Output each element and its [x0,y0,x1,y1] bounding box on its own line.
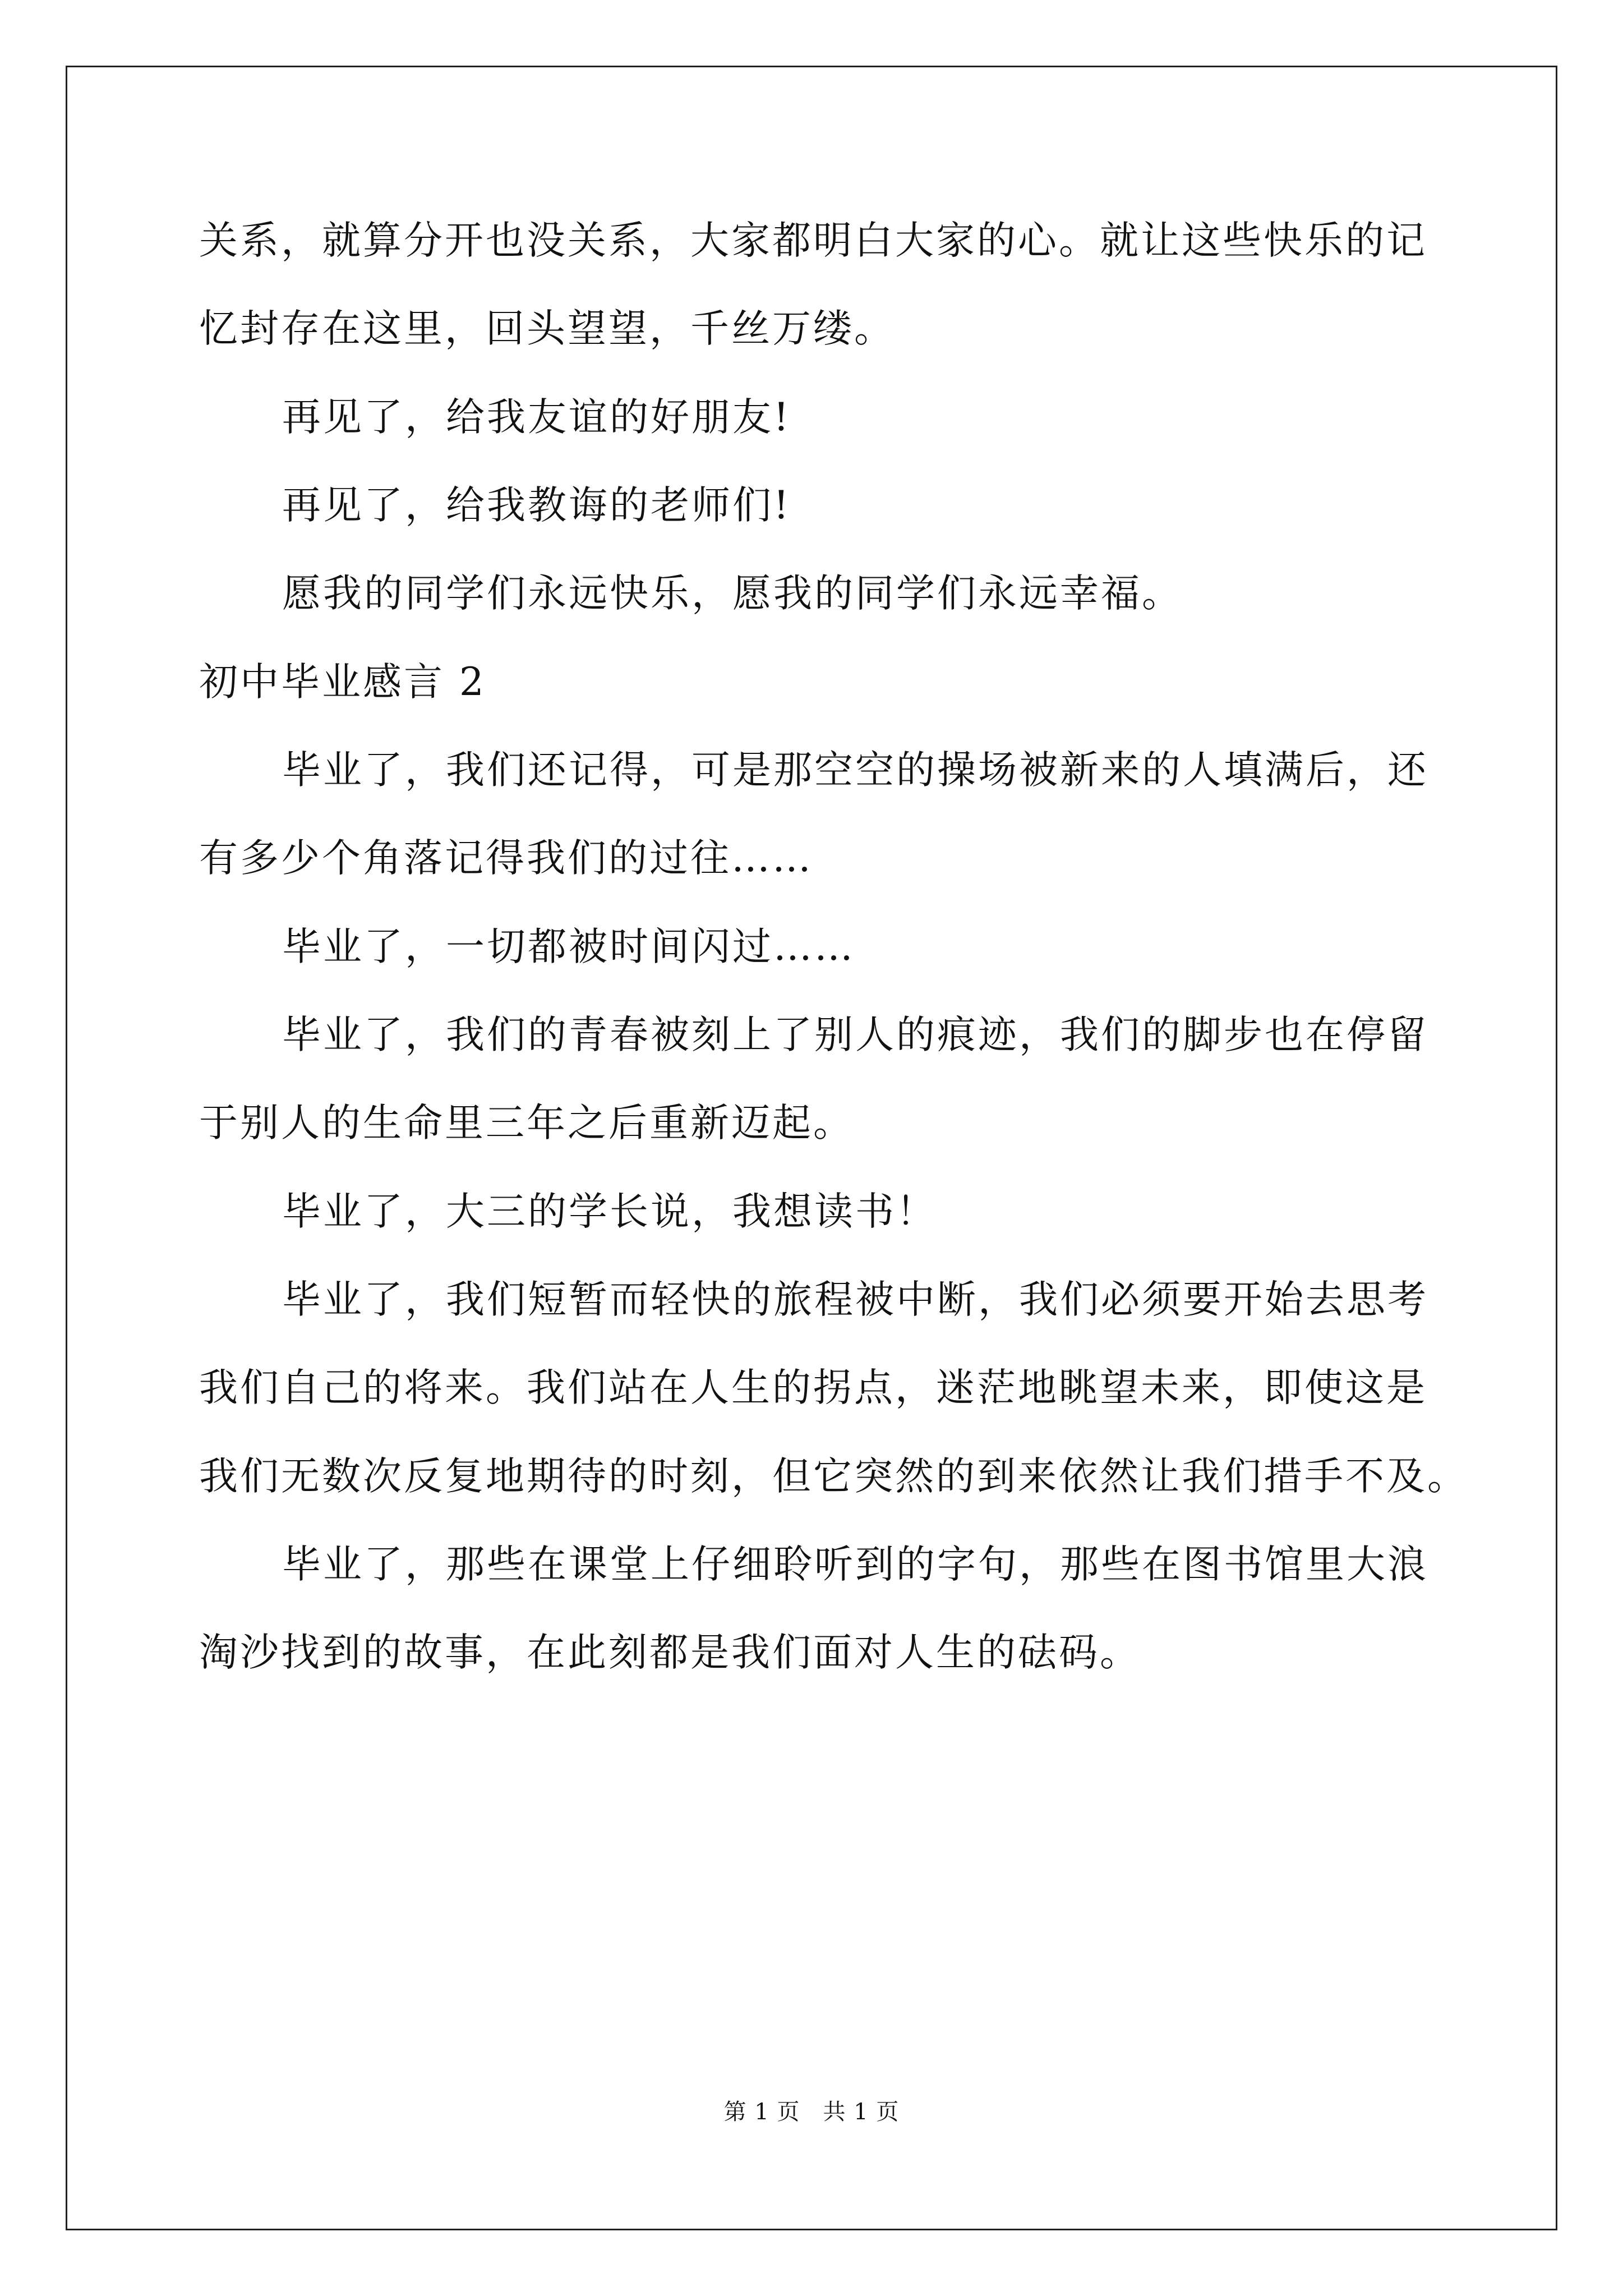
text-line: 于别人的生命里三年之后重新迈起。 [199,1101,854,1145]
paragraph-line: 毕业了，我们的青春被刻上了别人的痕迹，我们的脚步也在停留 [282,1013,1428,1057]
paragraph-line: 再见了，给我友谊的好朋友! [282,395,791,440]
paragraph-line: 毕业了，大三的学长说，我想读书！ [282,1189,937,1234]
text-line: 关系，就算分开也没关系，大家都明白大家的心。就让这些快乐的记 [199,218,1427,263]
paragraph-line: 毕业了，我们短暂而轻快的旅程被中断，我们必须要开始去思考 [282,1277,1428,1322]
page-number: 第 1 页 共 1 页 [723,2099,900,2125]
text-line: 忆封存在这里，回头望望，千丝万缕。 [199,306,895,351]
document-body [199,218,1468,1675]
paragraph-line: 毕业了，一切都被时间闪过…… [282,924,855,969]
text-line: 有多少个角落记得我们的过往…… [199,836,813,881]
text-line: 淘沙找到的故事，在此刻都是我们面对人生的砝码。 [199,1630,1141,1675]
section-heading: 初中毕业感言 2 [199,660,486,705]
paragraph-line: 毕业了，那些在课堂上仔细聆听到的字句，那些在图书馆里大浪 [282,1542,1428,1587]
paragraph-line: 毕业了，我们还记得，可是那空空的操场被新来的人填满后，还 [282,748,1428,793]
paragraph-line: 再见了，给我教诲的老师们! [282,483,791,528]
text-line: 我们无数次反复地期待的时刻，但它突然的到来依然让我们措手不及。 [199,1454,1468,1499]
paragraph-line: 愿我的同学们永远快乐，愿我的同学们永远幸福。 [282,571,1183,616]
text-line: 我们自己的将来。我们站在人生的拐点，迷茫地眺望未来，即使这是 [199,1365,1427,1410]
